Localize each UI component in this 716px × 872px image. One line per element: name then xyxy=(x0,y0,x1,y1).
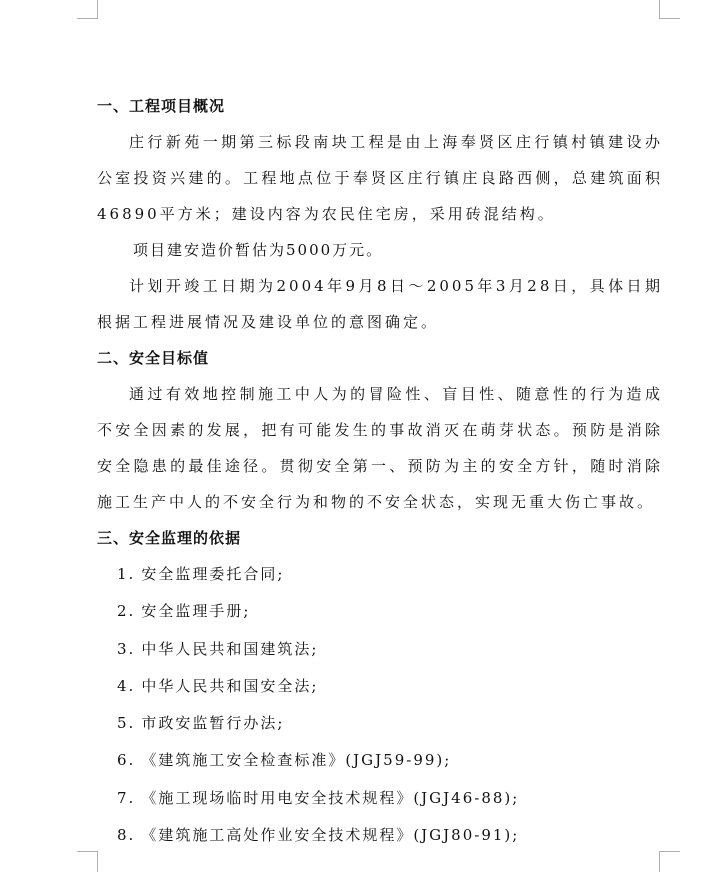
list-item-text: 中华人民共和国建筑法; xyxy=(141,639,319,658)
list-item-text: 安全监理手册; xyxy=(141,602,251,621)
list-item xyxy=(97,631,663,668)
list-item xyxy=(97,817,663,854)
list-item-number: 8. xyxy=(117,826,136,845)
list-item-number: 1. xyxy=(117,565,136,583)
paragraph-project-cost: 项目建安造价暂估为5000万元。 xyxy=(133,241,384,259)
section-heading-safety-target: 二、安全目标值 xyxy=(97,349,210,367)
section-heading-project-overview: 一、工程项目概况 xyxy=(97,97,226,115)
list-item-text: 安全监理委托合同; xyxy=(141,565,285,583)
section-heading-supervision-basis: 三、安全监理的依据 xyxy=(97,529,242,547)
paragraph-project-description: 庄行新苑一期第三标段南块工程是由上海奉贤区庄行镇村镇建设办公室投资兴建的。工程地点位于奉贤区庄行镇庄良路西侧，总建筑面积46890平方米；建设内容为农民住宅房，采用砖混结构。 xyxy=(97,133,663,223)
list-item-number: 5. xyxy=(117,714,136,733)
list-item-number: 2. xyxy=(117,602,136,621)
list-item xyxy=(97,705,663,742)
list-item-text: 市政安监暂行办法; xyxy=(141,714,285,733)
list-item xyxy=(97,593,663,630)
document-page xyxy=(97,88,663,854)
list-item xyxy=(97,556,663,593)
list-item xyxy=(97,668,663,705)
page-corner-mark-top-left xyxy=(77,0,98,19)
list-item-number: 4. xyxy=(117,676,136,695)
list-item-text: 《建筑施工安全检查标准》(JGJ59-99); xyxy=(141,751,452,770)
list-item-text: 《建筑施工高处作业安全技术规程》(JGJ80-91); xyxy=(141,826,520,845)
paragraph-project-schedule: 计划开竣工日期为2004年9月8日～2005年3月28日，具体日期根据工程进展情况及建设单位的意图确定。 xyxy=(97,277,663,331)
basis-list xyxy=(97,556,663,854)
list-item-text: 中华人民共和国安全法; xyxy=(141,676,319,695)
list-item-number: 3. xyxy=(117,639,136,658)
paragraph-safety-target: 通过有效地控制施工中人为的冒险性、盲目性、随意性的行为造成不安全因素的发展，把有可能发生的事故消灭在萌芽状态。预防是消除安全隐患的最佳途径。贯彻安全第一、预防为主的安全方针，随时消除施工生产中人的不安全行为和物的不安全状态，实现无重大伤亡事故。 xyxy=(97,385,663,511)
list-item-number: 7. xyxy=(117,788,136,807)
list-item-number: 6. xyxy=(117,751,136,770)
list-item xyxy=(97,742,663,779)
list-item-text: 《施工现场临时用电安全技术规程》(JGJ46-88); xyxy=(141,788,520,807)
list-item xyxy=(97,780,663,817)
page-corner-mark-top-right xyxy=(659,0,680,19)
